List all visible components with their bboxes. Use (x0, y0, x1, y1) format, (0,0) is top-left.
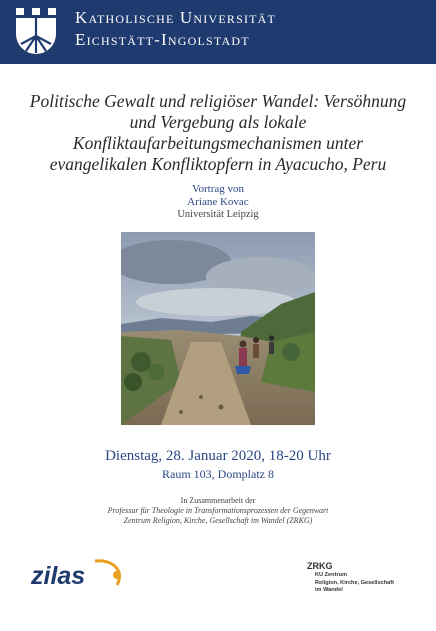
title-line-2: und Vergebung als lokale (129, 112, 307, 132)
university-name-line1: Katholische Universität (75, 8, 277, 27)
zrkg-line-3: im Wandel (315, 587, 343, 593)
cooperation-partner-2: Zentrum Religion, Kirche, Gesellschaft im Wandel (ZRKG) (123, 516, 313, 525)
lecture-title (14, 91, 422, 175)
title-line-4: evangelikalen Konfliktopfern in Ayacucho, Peru (49, 154, 387, 174)
university-name-line2: Eichstätt-Ingolstadt (75, 30, 250, 49)
speaker-affiliation: Universität Leipzig (177, 209, 259, 220)
landscape-photo (121, 232, 315, 425)
svg-text:zilas: zilas (31, 562, 86, 590)
university-header (0, 0, 436, 64)
lecture-label: Vortrag von (191, 183, 245, 195)
ku-crest-icon (13, 6, 59, 58)
zrkg-logo-text (315, 572, 394, 595)
speaker-name: Ariane Kovac (187, 196, 249, 208)
cooperation-partner-1: Professur für Theologie in Transformationsprozessen der Gegenwart (107, 506, 329, 515)
title-line-3: Konfliktaufarbeitungsmechanismen unter (72, 133, 364, 153)
event-date: Dienstag, 28. Januar 2020, 18-20 Uhr (105, 448, 331, 464)
zrkg-line-2: Religion, Kirche, Gesellschaft (315, 579, 394, 586)
zrkg-line-1: KU Zentrum (315, 572, 348, 578)
event-room: Raum 103, Domplatz 8 (162, 467, 274, 481)
cooperation-intro: In Zusammenarbeit der (180, 496, 256, 505)
zilas-logo (29, 557, 129, 593)
title-line-1: Politische Gewalt und religiöser Wandel: Versöhnung (29, 91, 407, 111)
zrkg-logo-title: ZRKG (307, 561, 333, 571)
